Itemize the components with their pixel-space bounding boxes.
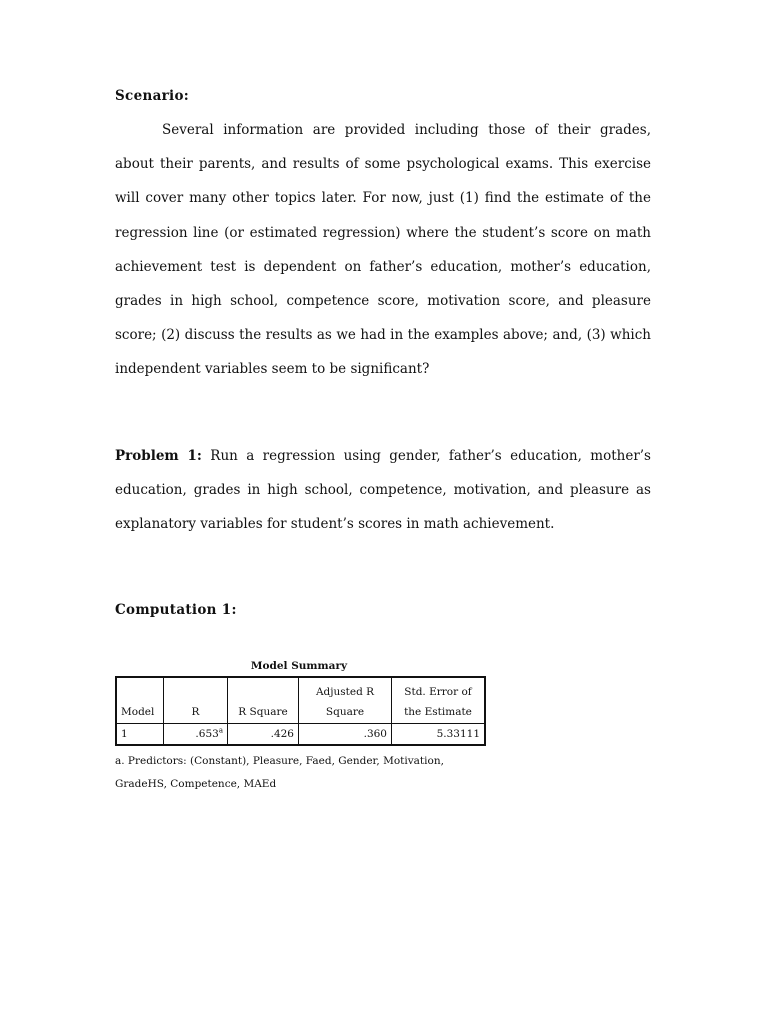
cell-r-square: .426 xyxy=(228,724,299,746)
cell-std-error: 5.33111 xyxy=(392,724,486,746)
problem-1-paragraph xyxy=(115,439,651,542)
model-summary-table xyxy=(115,676,486,746)
cell-r-value: .653 xyxy=(195,728,219,740)
column-header-model: Model xyxy=(116,677,164,724)
model-summary-title: Model Summary xyxy=(250,660,348,672)
cell-adjusted-r-square: .360 xyxy=(299,724,392,746)
table-footnote: a. Predictors: (Constant), Pleasure, Faed, Gender, Motivation, GradeHS, Competence, MAEd xyxy=(115,755,444,790)
computation-1-heading: Computation 1: xyxy=(115,602,237,618)
table-row xyxy=(116,724,485,746)
problem-1-text: Run a regression using gender, father’s education, mother’s education, grades in high school, competence, motivation, and pleasure as explanatory variables for student’s scores in math achievement. xyxy=(115,448,651,533)
column-header-r-square: R Square xyxy=(228,677,299,724)
column-header-r: R xyxy=(164,677,228,724)
problem-1-label: Problem 1: xyxy=(115,448,202,464)
column-header-adjusted-r-square: Adjusted R Square xyxy=(299,677,392,724)
table-header-row xyxy=(116,677,485,724)
column-header-std-error: Std. Error of the Estimate xyxy=(392,677,486,724)
scenario-heading: Scenario: xyxy=(115,88,190,104)
footnote-marker: a xyxy=(218,726,223,735)
cell-model: 1 xyxy=(116,724,164,746)
cell-r xyxy=(164,724,228,746)
scenario-paragraph: Several information are provided including those of their grades, about their parents, and results of some psychological exams. This exercise will cover many other topics later. For now, just (1) find the estimate of the regression line (or estimated regression) where the student’s score on math achievement test is dependent on father’s education, mother’s education, grades in high school, competence score, motivation score, and pleasure score; (2) discuss the results as we had in the examples above; and, (3) which independent variables seem to be significant? xyxy=(115,122,651,378)
